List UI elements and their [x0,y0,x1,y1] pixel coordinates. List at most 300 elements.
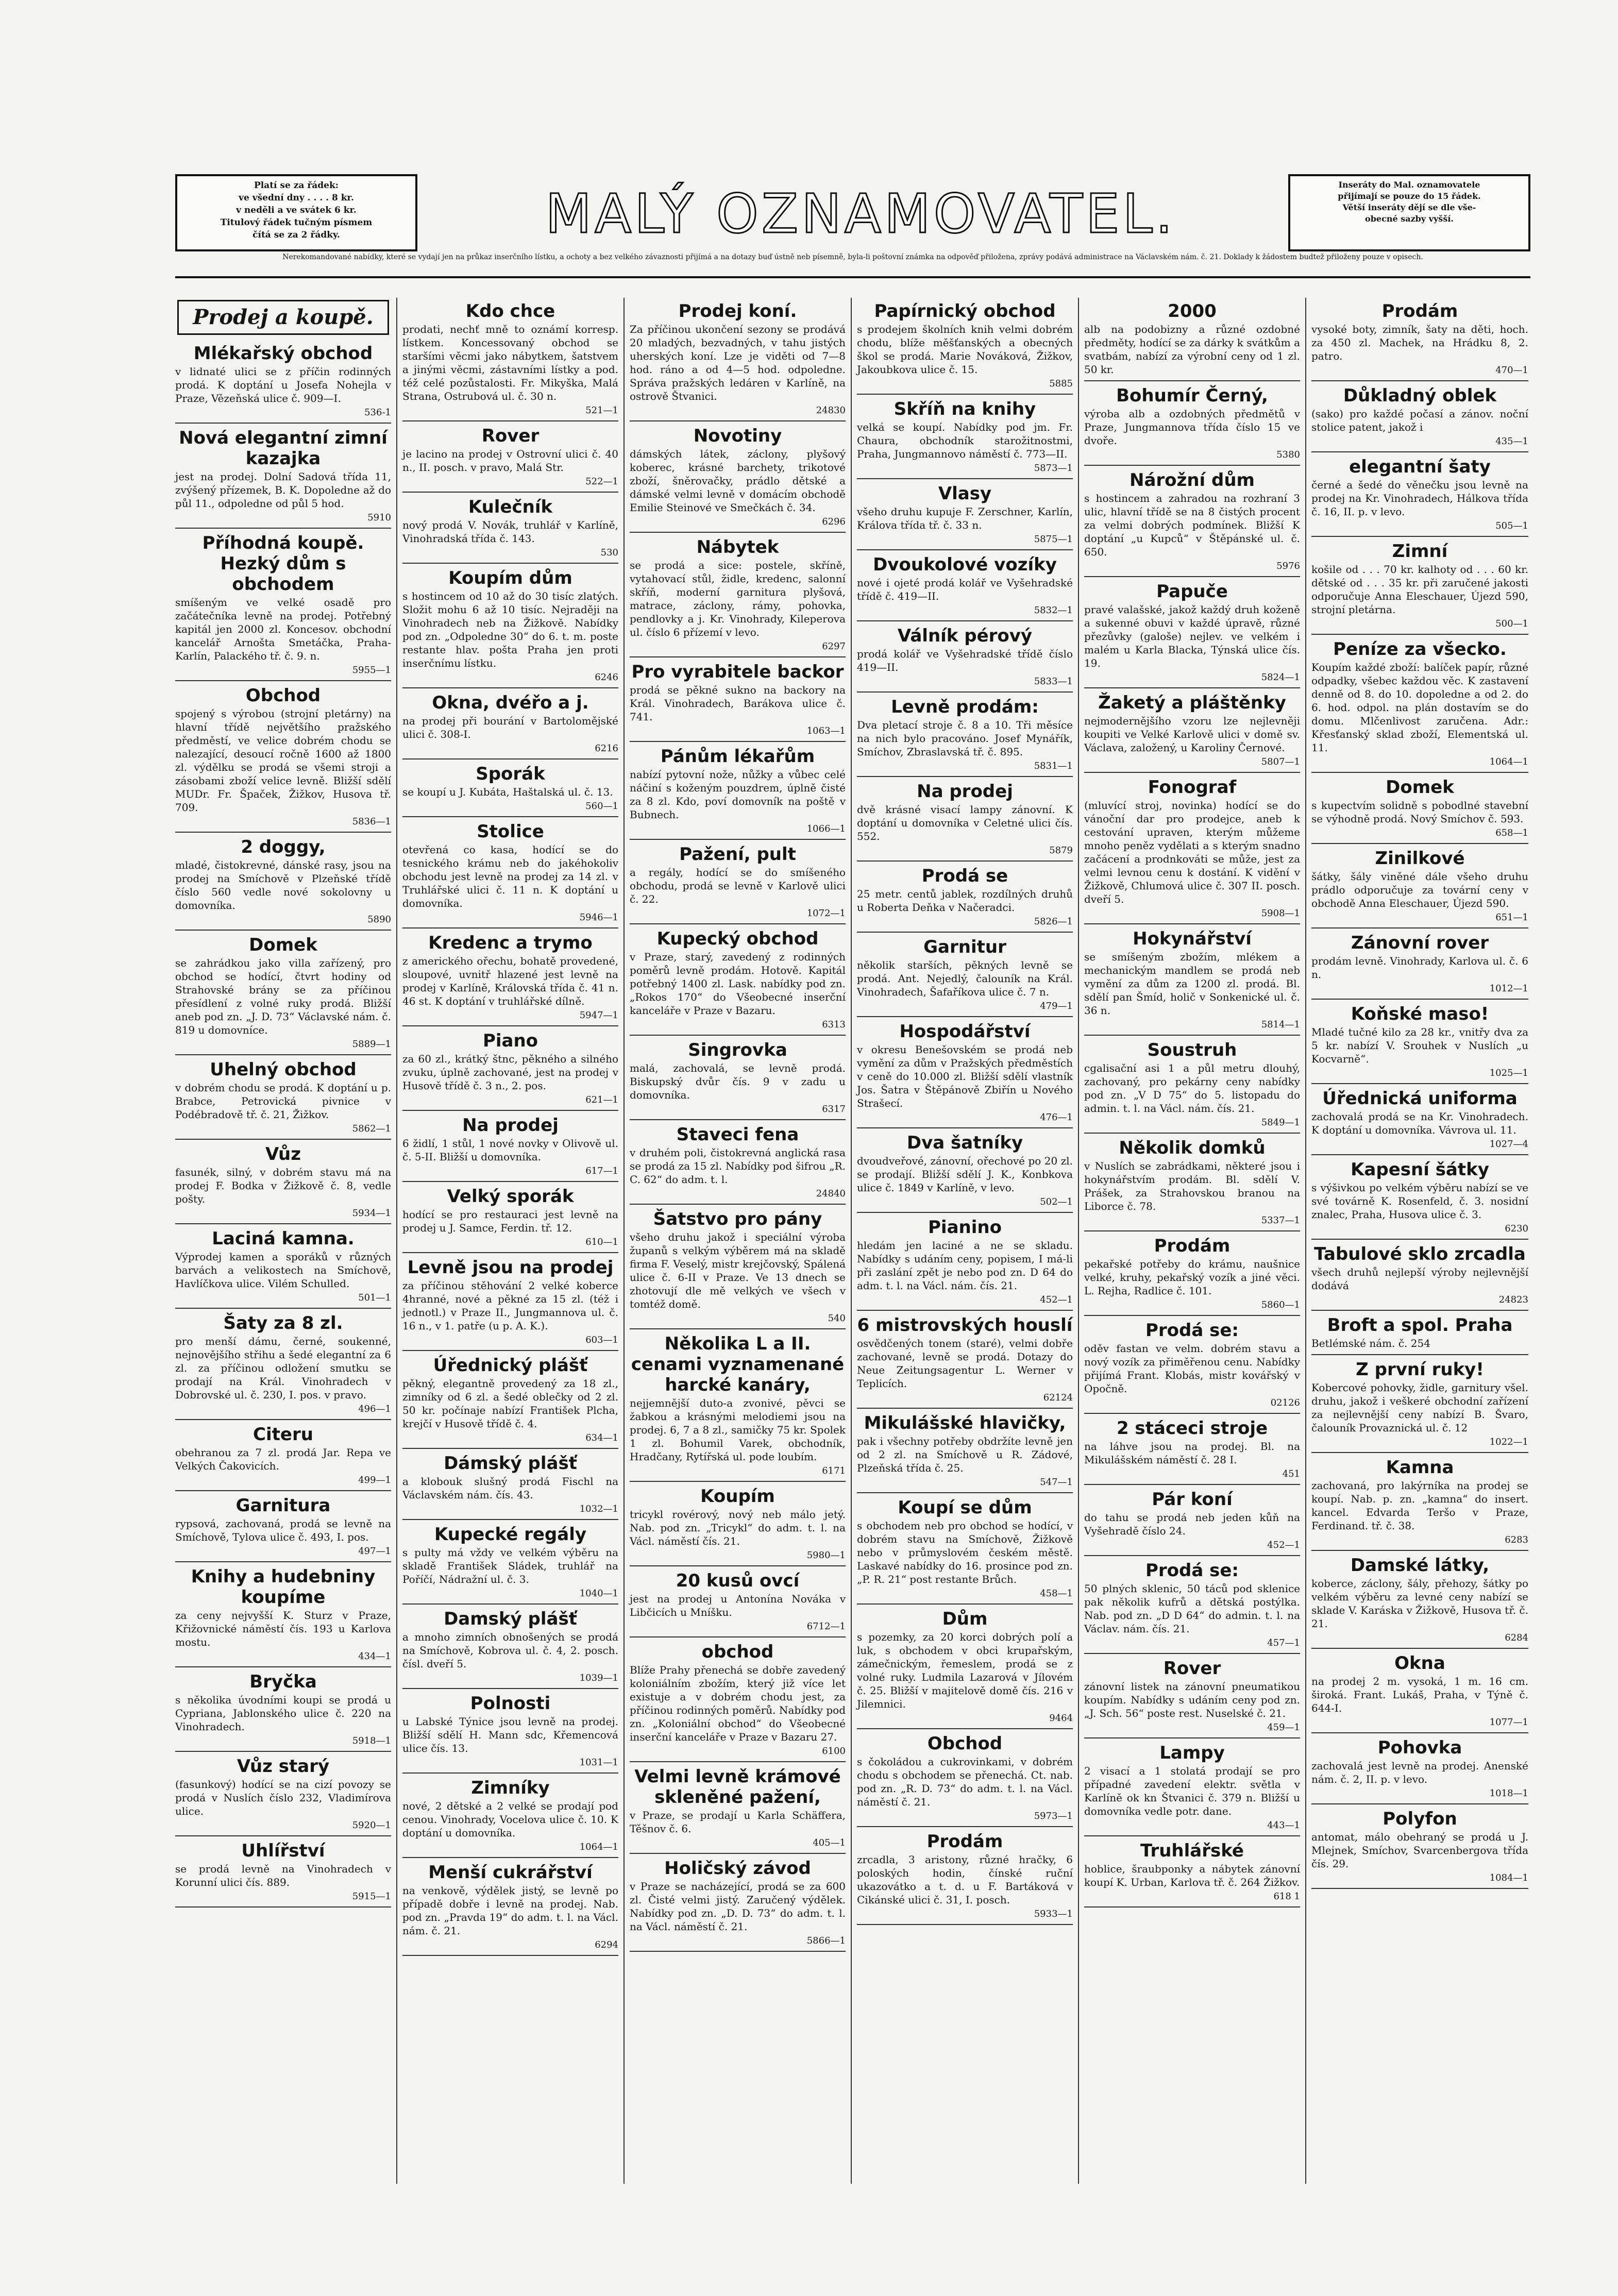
ad-body: otevřená co kasa, hodící se do tesnického krámu neb do jakéhokoliv obchodu jest levně na prodej za 14 zl. v Truhlářské ulici č. 11 n. K doptání u domovníka. [402,843,618,909]
classified-ad [402,1355,618,1449]
ad-body: smíšeným ve velké osadě pro začátečníka levně na prodej. Potřebný kapitál jen 2000 zl. Koncesov. obchodní kancelář Arnošta Smetáčka, Praha-Karlín, Palackého tř. č. 9. n. [175,596,391,662]
ad-number: 5885 [1049,378,1073,389]
ad-number: 443—1 [1267,1820,1300,1831]
ad-body: Kobercové pohovky, židle, garnitury všel. druhu, jakož i veškeré obchodní zařízení za nejlevnější ceny nabízí B. Švaro, čalouník Provaznická ul. č. 12 [1311,1381,1528,1434]
ad-number: 5934—1 [352,1208,391,1219]
ad-number: 5814—1 [1261,1019,1300,1030]
ad-divider [1084,687,1300,688]
pricing-box [175,174,417,251]
classified-ad [630,1209,846,1329]
ad-divider [630,1035,846,1036]
ad-number: 496—1 [358,1404,391,1414]
ad-number: 5918—1 [352,1735,391,1746]
ad-body: zachovalá prodá se na Kr. Vinohradech. K doptání u domovníka. Vávrova ul. 11. [1311,1110,1528,1136]
ad-title: Pažení, pult [679,844,796,865]
classified-ad [1084,1236,1300,1316]
classified-ad [630,746,846,840]
ad-number: 499—1 [358,1475,391,1485]
ad-body: nové i ojeté prodá kolář ve Vyšehradské třídě č. 419—II. [857,577,1073,602]
ad-title: Levně prodám: [891,697,1039,717]
ad-title: Peníze za všecko. [1333,639,1507,660]
ad-number: 470—1 [1495,365,1528,376]
classified-ad [1084,777,1300,924]
newspaper-page [155,165,1536,2195]
classified-ad [175,428,391,529]
ad-body: hodící se pro restauraci jest levně na prodej u J. Samce, Ferdin. tř. 12. [402,1208,618,1234]
ad-column [625,298,852,2184]
ad-divider [402,1448,618,1449]
ad-number: 405—1 [813,1837,846,1848]
ad-body: 25 metr. centů jablek, rozdílných druhů u Roberta Deňka v Načeradci. [857,888,1073,914]
ad-body: za 60 zl., krátký štnc, pěkného a silného zvuku, úplně zachované, jest na prodej v Husově třídě č. 3 n., 2. pos. [402,1053,618,1092]
ad-body: se prodá a sice: postele, skříně, vytahovací stůl, židle, kredenc, salonní skříň, moderní garnitura plyšová, matrace, záclony, rámy, pohovka, pendlovky a j. Kr. Vinohrady, Kileperova ul. číslo 6 přízemí v levo. [630,559,846,638]
ad-divider [175,1308,391,1309]
ad-body: s hostincem a zahradou na rozhraní 3 ulic, hlavní třídě se na 8 čistých procent za velmi dobrých podmínek. Bližší K doptání „u Kupců“ v Štěpánské ul. č. 650. [1084,492,1300,558]
classified-ad [402,1693,618,1774]
ad-number: 5832—1 [1034,605,1073,616]
ad-body: jest na prodej u Antonína Nováka v Libčicích u Mníšku. [630,1593,846,1618]
classified-ad [1084,301,1300,381]
ad-divider [175,1906,391,1907]
classified-ad [857,554,1073,621]
ad-body: v Praze se nacházející, prodá se za 600 zl. Čisté velmi jistý. Zaručený výdělek. Nabídky pod zn. „D. D. 73“ do adm. t. l. na Václ. náměstí č. 21. [630,1880,846,1933]
ad-column [1079,298,1306,2184]
classified-ad [857,866,1073,933]
ad-number: 1064—1 [1489,756,1528,767]
ad-body: dvě krásné visací lampy zánovní. K doptání u domovníka v Celetné ulici čís. 552. [857,803,1073,842]
ad-body: jest na prodej. Dolní Sadová třída 11, zvýšený přízemek, B. K. Dopoledne až do půl 11., odpoledne od půl 5 hod. [175,470,391,510]
ad-title: Novotiny [693,426,782,446]
ad-body: s hostincem od 10 až do 30 tisíc zlatých. Složit mohu 6 až 10 tisíc. Nejraději na Vinohradech neb na Žižkově. Nabídky pod zn. „Odpoledne 30“ do 6. t. m. poste restante hlav. pošta Praha jen proti inserčnímu lístku. [402,590,618,669]
ad-number: 5910 [367,512,391,523]
classified-ad [857,1609,1073,1729]
ad-number: 9464 [1049,1713,1073,1724]
ad-column [1306,298,1533,2184]
ad-title: 6 mistrovských houslí [857,1315,1073,1336]
ad-divider [175,930,391,931]
ad-title: Prodám [926,1831,1003,1852]
classified-ad [1311,1653,1528,1733]
ad-title: Citeru [253,1424,313,1445]
classified-ad [402,764,618,817]
classified-ad [1084,928,1300,1036]
ad-title: Polyfon [1383,1809,1457,1829]
ad-title: Domek [249,935,317,955]
classified-ad [1311,777,1528,844]
ad-number: 5915—1 [352,1891,391,1902]
ad-body: v Praze, starý, zavedený z rodinných poměrů levně prodám. Hotově. Kapitál potřebný 1400 zl. Lask. nabídky pod zn. „Rokos 170“ do Všeobecné inserční kanceláře v Praze v Bazaru. [630,951,846,1017]
ad-divider [402,927,618,928]
ad-body: dámských látek, záclony, plyšový koberec, krásné barchety, trikotové zboží, šněrovačky, prádlo dětské a dámské velmi levně v domácím obchodě Emilie Steinové ve Smečkách č. 34. [630,448,846,514]
ad-title: Kapesní šátky [1351,1159,1489,1180]
ad-title: Z první ruky! [1356,1359,1484,1380]
insertion-line: Inseráty do Mal. oznamovatele [1338,180,1480,190]
ad-number: 497—1 [358,1546,391,1557]
ad-divider [175,680,391,681]
ad-title: Šatstvo pro pány [653,1209,822,1229]
ad-body: na venkově, výdělek jistý, se levně po případě dobře i levně na prodej. Nab. pod zn. „Pravda 19“ do adm. t. l. na Václ. nám. č. 21. [402,1884,618,1937]
ad-divider [1084,923,1300,924]
ad-title: Obchod [245,685,321,706]
ad-divider [857,1924,1073,1925]
classified-ad [630,1124,846,1205]
ad-number: 6317 [822,1104,846,1115]
ad-divider [1311,634,1528,635]
classified-ad [402,1609,618,1689]
ad-title: Hospodářství [899,1021,1031,1042]
ad-title: Laciná kamna. [212,1228,355,1249]
ad-body: Dva pletací stroje č. 8 a 10. Tři měsíce na nich bylo pracováno. Josef Mynářík, Smíchov, Zbraslavská tř. č. 895. [857,719,1073,758]
ad-body: v okresu Benešovském se prodá neb vymění za dům v Pražských předměstích v ceně do 10.000 zl. Bližší sdělí vlastník Jos. Šatra v Štěpánově Zbiřín u Nového Strašecí. [857,1043,1073,1109]
ad-title: Na prodej [917,781,1013,802]
classified-ad [1084,470,1300,577]
ad-divider [175,1490,391,1491]
ad-number: 5973—1 [1034,1811,1073,1821]
ad-title: Singrovka [688,1040,787,1060]
ad-divider [857,1127,1073,1128]
ad-divider [1084,1133,1300,1134]
ad-divider [857,549,1073,550]
classified-ad [402,1257,618,1351]
classified-ad [402,1453,618,1520]
ad-divider [1311,1452,1528,1453]
ad-title: Šaty za 8 zl. [223,1313,343,1333]
ad-number: 634—1 [585,1432,618,1443]
ad-title: Na prodej [462,1115,559,1136]
ad-divider [857,1016,1073,1017]
ad-title: Pro vyrabitele backor [631,662,844,682]
ad-divider [630,1565,846,1566]
ad-title: Tabulové sklo zrcadla [1314,1244,1526,1264]
ad-divider [630,923,846,924]
ad-divider [1311,536,1528,537]
ad-column [170,298,397,2184]
ad-body: Za příčinou ukončení sezony se prodává 20 mladých, bezvadných, v tahu jistých uherských koní. Lze je viděti od 7—8 hod. ráno a od 4—5 hod. odpoledne. Správa pražských ledáren v Karlíně, na ostrově Štvanici. [630,323,846,402]
header-note: Nerekomandované nabídky, které se vydají jen na průkaz inserčního lístku, a ochoty a bez velkého závaznosti přijímá a na dotazy buď ústně neb písemně, byla-li poštovní známka na odpověď přiložena, zprávy podává administrace na Václavském nám. č. 21. Doklady k žádostem budtež přiloženy pouze v opisech. [282,253,1423,261]
ad-divider [1084,1413,1300,1414]
ad-body: pak i všechny potřeby obdržíte levně jen od 2 zl. na Smíchově u R. Zádové, Plzeňská třída č. 25. [857,1435,1073,1474]
classified-ad [1311,848,1528,928]
ad-number: 5980—1 [806,1550,846,1561]
ad-divider [630,741,846,742]
ad-title: Kredenc a trymo [428,933,593,953]
classified-ad [175,1228,391,1309]
ad-divider [402,1688,618,1689]
ad-title: Skříň na knihy [894,399,1036,419]
ad-divider [175,528,391,529]
ad-divider [402,420,618,421]
ad-number: 1072—1 [806,908,846,919]
classified-ad [1084,1489,1300,1556]
ad-divider [1311,1732,1528,1733]
ad-divider [1084,1230,1300,1231]
classified-ad [175,533,391,681]
ad-number: 522—1 [585,476,618,487]
classified-ad [1311,385,1528,452]
ad-body: s čokoládou a cukrovinkami, v dobrém chodu s obchodem se přenechá. Ct. nab. pod zn. „R. D. 73“ do adm. t. l. na Václ. náměstí č. 21. [857,1755,1073,1808]
ad-number: 6284 [1505,1632,1528,1643]
ad-number: 6100 [822,1746,846,1757]
ad-number: 5337—1 [1261,1215,1300,1226]
ad-number: 24840 [816,1188,846,1199]
classified-ad [175,1672,391,1752]
ad-number: 536-1 [364,407,391,418]
ad-number: 521—1 [585,405,618,416]
ad-body: všech druhů nejlepší výroby nejlevnější dodává [1311,1266,1528,1292]
classified-ad [1311,301,1528,381]
ad-body: nabízí pytovní nože, nůžky a vůbec celé náčiní s koženým pouzdrem, úplně čisté za 8 zl. Kdo, poví domovník na poště v Bubnech. [630,768,846,821]
ad-number: 459—1 [1267,1722,1300,1733]
ad-body: 50 plných sklenic, 50 táců pod sklenice pak několik kufrů a dětská postýlka. Nab. pod zn. „D D 64“ do admin. t. l. na Václav. nám. čís. 21. [1084,1582,1300,1635]
ad-body: vysoké boty, zimník, šaty na děti, hoch. za 450 zl. Machek, na Hrádku 8, 2. patro. [1311,323,1528,362]
ad-body: se prodá levně na Vinohradech v Korunní ulici čís. 889. [175,1863,391,1888]
ad-number: 501—1 [358,1292,391,1303]
ad-title: Okna, dvéřo a j. [432,693,589,713]
page-title: MALÝ OZNAMOVATEL. [545,182,1176,245]
ad-body: koberce, záclony, šály, přehozy, šátky po velkém výběru za levné ceny nabízí se sklade V. Karáska v Žižkově, Husova tř. č. 21. [1311,1577,1528,1630]
ad-title: Zimníky [471,1778,550,1798]
ad-number: 5879 [1049,845,1073,856]
ad-number: 530 [600,547,618,558]
ad-body: za ceny nejvyšší K. Sturz v Praze, Křižovnické náměstí čís. 193 u Karlova mostu. [175,1609,391,1648]
ad-number: 5946—1 [579,912,618,923]
ad-body: v lidnaté ulici se z příčin rodinných prodá. K doptání u Josefa Nohejla v Praze, Vězeňská ulice č. 909—I. [175,365,391,404]
ad-title: elegantní šaty [1349,457,1491,477]
classified-ad [402,1524,618,1605]
classified-ad [630,426,846,533]
ad-body: do tahu se prodá neb jeden kůň na Vyšehradě číslo 24. [1084,1511,1300,1537]
classified-ad [1311,1457,1528,1551]
classified-ad [630,1858,846,1952]
ad-title: Dvoukolové vozíky [873,554,1057,575]
ad-number: 5826—1 [1034,916,1073,927]
ad-number: 5860—1 [1261,1299,1300,1310]
ad-divider [1084,1035,1300,1036]
ad-divider [402,816,618,817]
ad-divider [402,1025,618,1026]
ad-body: zachovalá jest levně na prodej. Anenské nám. č. 2, II. p. v levo. [1311,1760,1528,1785]
classified-ad [1084,693,1300,773]
ad-title: Nová elegantní zimní kazajka [179,428,387,469]
ad-title: Papírnický obchod [874,301,1056,322]
ad-number: 5833—1 [1034,676,1073,687]
ad-divider [857,394,1073,395]
ad-number: 1039—1 [579,1673,618,1683]
ad-divider [1311,999,1528,1000]
ad-number: 547—1 [1040,1477,1073,1488]
ad-divider [857,620,1073,621]
ad-number: 6283 [1505,1534,1528,1545]
classified-ad [402,1186,618,1253]
ad-title: Válník pérový [897,626,1033,646]
classified-ad [402,301,618,421]
ad-body: tricykl rovérový, nový neb málo jetý. Nab. pod zn. „Tricykl“ do adm. t. l. na Václ. náměstí čís. 21. [630,1508,846,1547]
classified-ad [1311,1809,1528,1889]
ad-divider [402,1252,618,1253]
ad-number: 5807—1 [1261,756,1300,767]
ad-title: Polnosti [470,1693,551,1714]
ad-body: v Praze, se prodají u Karla Schäffera, Těšnov č. 6. [630,1809,846,1835]
classified-ad [1311,1315,1528,1355]
ad-title: Zimní [1392,541,1448,562]
pricing-line: ve všední dny . . . . 8 kr. [239,193,354,203]
ad-body: pěkný, elegantně provedený za 18 zl., zimníky od 6 zl. a šedé oblečky od 2 zl. 50 kr. počínaje nabízí František Plcha, krejčí v Husově třídě č. 4. [402,1377,618,1430]
ad-title: Prodá se [921,866,1008,886]
ad-divider [1311,1083,1528,1084]
ad-title: Damské látky, [1350,1555,1490,1576]
ad-number: 1032—1 [579,1504,618,1514]
ad-divider [630,1481,846,1482]
ad-number: 1063—1 [806,725,846,736]
ad-number: 6171 [822,1465,846,1476]
insertion-line: přijímají se pouze do 15 řádek. [1338,191,1481,201]
ad-number: 479—1 [1040,1001,1073,1011]
ad-number: 452—1 [1040,1294,1073,1305]
ad-divider [402,1350,618,1351]
ad-divider [857,1826,1073,1827]
ad-body: zánovní listek na zánovní pneumatikou koupím. Nabídky s udáním ceny pod zn. „J. Sch. 56“ poste rest. Nuselské č. 21. [1084,1680,1300,1719]
classified-ad [857,697,1073,777]
ad-title: Domek [1386,777,1454,798]
ad-divider [630,1853,846,1854]
ad-column [397,298,625,2184]
classified-ad [857,1021,1073,1128]
masthead [155,165,1536,273]
ad-number: 5947—1 [579,1010,618,1021]
ad-divider [857,691,1073,693]
ad-title: Menší cukrářství [428,1862,593,1883]
ad-title: Koňské maso! [1351,1004,1489,1024]
ad-title: Staveci fena [676,1124,799,1145]
ad-body: s několika úvodními koupi se prodá u Cypriana, Jablonského ulice č. 220 na Vinohradech. [175,1694,391,1733]
ad-number: 603—1 [585,1335,618,1345]
classified-ad [630,537,846,657]
ad-divider [630,1119,846,1120]
ad-body: mladé, čistokrevné, dánské rasy, jsou na prodej na Smíchově v Plzeňské třídě číslo 560 vedle nové sokolovny u domovníka. [175,859,391,911]
ad-body: s pozemky, za 20 korci dobrých polí a luk, s obchodem v obci krupařským, zámečnickým, řemeslem, prodá se z volné ruky. Ludmila Lazarová v Jílovém č. 25. Bližší v majitelově domě čís. 216 v Jilemnici. [857,1631,1073,1710]
ad-number: 500—1 [1495,618,1528,629]
classified-ad [402,821,618,928]
classified-ad [1084,581,1300,688]
ad-body: Výprodej kamen a sporáků v různých barvách a velikostech na Smíchově, Havlíčkova ulice. Vilém Schulled. [175,1251,391,1290]
ad-number: 5862—1 [352,1123,391,1134]
ad-divider [857,1728,1073,1729]
classified-ad [1311,933,1528,1000]
classified-ad [1311,1555,1528,1649]
ad-title: Dva šatníky [906,1133,1023,1153]
classified-ad [175,343,391,424]
classified-ad [1311,1737,1528,1804]
ad-body: (sako) pro každé počasí a zánov. noční stolice patent, jakož i [1311,408,1528,433]
ad-divider [402,1603,618,1605]
ad-divider [1084,1737,1300,1738]
ad-divider [630,1204,846,1205]
ad-title: Hokynářství [1133,928,1252,949]
ad-divider [1311,1310,1528,1311]
ad-body: s pulty má vždy ve velkém výběru na skladě František Sládek, truhlář na Poříčí, Nádražní ul. č. 3. [402,1546,618,1585]
ad-number: 1066—1 [806,823,846,834]
classified-ad [175,1059,391,1140]
ad-number: 62124 [1043,1392,1073,1403]
ad-body: v Nuslích se zabrádkami, některé jsou i hokynářstvím prodám. Bl. sdělí V. Prášek, za Strahovskou branou na Liborce č. 78. [1084,1160,1300,1212]
ad-body: za příčinou stěhování 2 velké koberce 4hranné, nové a pěkné za 15 zl. (též i jednotl.) v Praze II., Jungmannova ul. č. 16 n., v 1. patře (u p. A. K.). [402,1279,618,1332]
ad-divider [857,860,1073,862]
classified-ad [1084,385,1300,466]
ad-number: 24823 [1498,1294,1528,1305]
ad-number: 457—1 [1267,1637,1300,1648]
ad-title: 2000 [1168,301,1217,322]
ad-divider [1311,1239,1528,1240]
ad-number: 02126 [1270,1397,1300,1408]
ad-body: s kupectvím solidně s pobodlné stavební se výhodně prodá. Nový Smíchov č. 593. [1311,799,1528,825]
classified-ad [175,935,391,1055]
ad-number: 618 1 [1273,1891,1300,1902]
ad-title: Holičský závod [664,1858,811,1879]
ad-number: 6246 [595,672,618,683]
ad-divider [1311,1803,1528,1804]
classified-ad [857,1497,1073,1605]
ad-divider [175,1666,391,1667]
ad-number: 1022—1 [1489,1437,1528,1447]
ad-divider [1311,380,1528,381]
ad-divider [175,1223,391,1224]
ad-number: 451 [1282,1468,1300,1479]
classified-ad [857,301,1073,395]
ad-title: Nábytek [696,537,779,558]
ad-divider [1311,1550,1528,1551]
ad-title: Velmi levně krámové skleněné pažení, [634,1766,841,1808]
ad-title: Truhlářské [1140,1841,1244,1861]
classified-ad [402,568,618,688]
classified-ad [175,685,391,833]
ad-number: 5866—1 [806,1935,846,1946]
ad-divider [630,1761,846,1762]
ad-title: Pohovka [1377,1737,1462,1758]
ad-divider [1084,1653,1300,1654]
ad-divider [857,478,1073,479]
classified-ad [857,1217,1073,1311]
ad-divider [630,1328,846,1329]
pricing-line: Platí se za řádek: [254,180,339,191]
classified-ad [857,483,1073,550]
ad-body: spojený s výrobou (strojní pletárny) na hlavní třídě největšího pražského předměstí, ve velice dobrém chodu se nalezající, desoucí ročně 1600 až 1800 zl. výdělku se prodá se všemi stroji a zásobami zboží velice levně. Bližší sdělí MUDr. Fr. Špaček, Žižkov, Husova tř. 709. [175,707,391,814]
ad-body: velká se koupí. Nabídky pod jm. Fr. Chaura, obchodník starožitnostmi, Praha, Jungmannovo náměstí č. 773—II. [857,421,1073,460]
ad-divider [1084,1835,1300,1836]
ad-number: 5849—1 [1261,1117,1300,1128]
ad-number: 5920—1 [352,1820,391,1831]
ad-divider [1084,772,1300,773]
ad-body: Blíže Prahy přenechá se dobře zavedený koloniálním zbožím, který již více let existuje a v dobrém chodu jest, za příčinou rodinných poměrů. Nabídky pod zn. „Koloniální obchod“ do Všeobecné inserční kanceláře v Praze v Bazaru 27. [630,1664,846,1743]
classified-ad [1084,1418,1300,1485]
ad-title: Papuče [1156,581,1228,602]
classified-ad [857,626,1073,693]
ad-title: Úřednický plášť [433,1355,588,1376]
ad-body: 6 židlí, 1 stůl, 1 nové novky v Olivově ul. č. 5-II. Bližší u domovníka. [402,1137,618,1163]
ad-body: nejjemnější duto-a zvonivé, pěvci se žabkou a krásnými melodiemi jsou na prodej. 6, 7 a 8 zl., samičky 75 kr. Spolek 1 zl. Bohumil Varek, obchodník, Hradčany, Rytířská ul. pode loubím. [630,1397,846,1463]
ad-body: oděv fastan ve velm. dobrém stavu a nový vozík za přiměřenou cenu. Nabídky přijímá Frant. Klobás, mistr kovářský v Opočně. [1084,1342,1300,1395]
ad-number: 6712—1 [806,1621,846,1632]
ad-title: Soustruh [1147,1040,1237,1060]
ad-divider [175,423,391,424]
ad-column [852,298,1079,2184]
ad-divider [1311,927,1528,928]
ad-title: Prodá se: [1145,1320,1239,1341]
classified-ad [1084,1040,1300,1134]
classified-ad [1084,1560,1300,1654]
ad-body: alb na podobizny a různé ozdobné předměty, hodící se za dárky k svátkům a svatbám, nabízí za výrobní ceny od 1 zl. 50 kr. [1084,323,1300,376]
ad-divider [1311,1648,1528,1649]
ad-number: 560—1 [585,801,618,812]
